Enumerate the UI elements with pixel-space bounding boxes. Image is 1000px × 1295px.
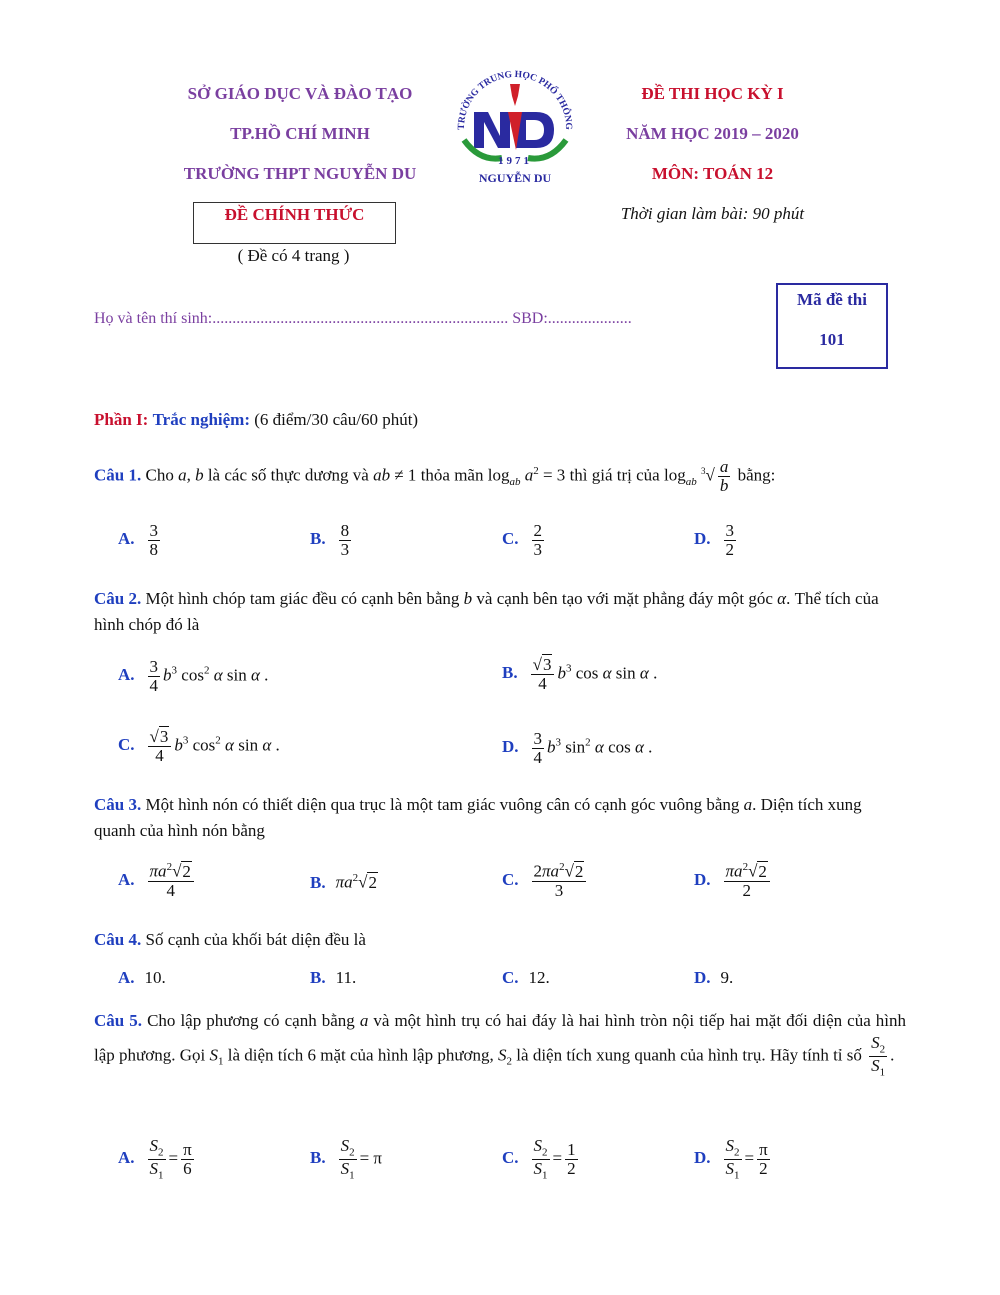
official-label: ĐỀ CHÍNH THỨC: [224, 205, 365, 224]
q5-option-d[interactable]: D. $\frac{S_2}{S_1}$ = $\frac{\pi}{2}$: [694, 1136, 768, 1182]
q5-option-c[interactable]: C. $\frac{S_2}{S_1}$ = $\frac{1}{2}$: [502, 1136, 576, 1182]
question-label: Câu 5.: [94, 1011, 143, 1030]
sbd-label: SBD:.....................: [512, 310, 632, 327]
question-text: mặt của hình lập phương,: [320, 1045, 494, 1065]
department-name: SỞ GIÁO DỤC VÀ ĐÀO TẠO: [187, 84, 413, 103]
student-name-label: Họ và tên thí sinh:..........................................................................: [94, 310, 509, 327]
q4-option-d[interactable]: D. 9.: [694, 968, 734, 987]
time-limit: Thời gian làm bài: 90 phút: [620, 204, 805, 223]
question-4: [94, 927, 906, 953]
q3-option-c[interactable]: C. $\frac{2\pi a^2√2}{3}$: [502, 862, 589, 899]
question-text: 6: [307, 1045, 317, 1065]
logo-arc-text: TRƯỜNG TRUNG HỌC PHỔ THÔNG: [456, 70, 574, 130]
student-name-field: [94, 310, 632, 328]
section-desc: (6 điểm/30 câu/60 phút): [254, 410, 419, 429]
q1-option-d[interactable]: D. $\frac{3}{2}$: [694, 521, 735, 559]
school-year: NĂM HỌC 2019 – 2020: [626, 124, 799, 143]
question-text: và một hình trụ có hai đáy là hai hình tròn nội tiếp hai mặt đối diện của hình lập phương. Gọi: [94, 1011, 907, 1065]
exam-code-box: [776, 283, 888, 369]
question-text: . Thể tích của hình chóp đó là: [94, 589, 879, 634]
q4-option-c[interactable]: C. 12.: [502, 968, 550, 987]
subject: MÔN: TOÁN 12: [651, 164, 774, 183]
question-label: Câu 3.: [94, 795, 142, 814]
question-text: Một hình nón có thiết diện qua trục là một tam giác vuông cân có cạnh góc vuông bằng: [145, 795, 740, 814]
question-text: là diện tích: [227, 1045, 304, 1065]
city-name: TP.HỒ CHÍ MINH: [230, 124, 370, 143]
question-text: là diện tích xung quanh của hình trụ. Hãy tính tỉ số: [516, 1045, 862, 1065]
question-3: Câu 3. Một hình nón có thiết diện qua trục là một tam giác vuông cân có cạnh góc vuông bằng a. Diện tích xung quanh của hình nón bằng: [94, 795, 862, 840]
q4-option-b[interactable]: B. 11.: [310, 968, 357, 987]
question-5: Câu 5. Cho lập phương có cạnh bằng a và một hình trụ có hai đáy là hai hình tròn nội tiếp hai mặt đối diện của hình lập phương. Gọi $S_1$ là diện tích 6 mặt của hình lập phương, $S_2$ là diện tích xung quanh của hình trụ. Hãy tính tỉ số $\frac{S_2}{S_1}$ .: [94, 1011, 907, 1079]
q3-option-d[interactable]: D. $\frac{\pi a^2√2}{2}$: [694, 862, 773, 899]
exam-code-value: 101: [819, 330, 845, 349]
exam-code-label: Mã đề thi: [797, 290, 867, 309]
q1-option-c[interactable]: C. $\frac{2}{3}$: [502, 521, 543, 559]
logo-year: 1971: [498, 155, 532, 167]
option-value: 12.: [528, 968, 550, 987]
section-heading: [94, 410, 418, 430]
question-text: bằng:: [737, 465, 776, 485]
question-label: Câu 2.: [94, 589, 142, 608]
logo-name: NGUYỄN DU: [478, 171, 552, 185]
school-name: TRƯỜNG THPT NGUYỄN DU: [183, 164, 417, 183]
question-label: Câu 1.: [94, 465, 142, 485]
q3-option-b[interactable]: B. $\pi a^2√2$: [310, 872, 377, 892]
q1-option-b[interactable]: B. $\frac{8}{3}$: [310, 521, 350, 559]
q1-option-a[interactable]: A. $\frac{3}{8}$: [118, 521, 159, 559]
question-text: Một hình chóp tam giác đều có cạnh bên bằng: [145, 589, 460, 608]
question-label: Câu 4.: [94, 930, 142, 949]
question-text: thì giá trị của: [569, 465, 660, 485]
question-text: là các số thực dương và: [207, 465, 369, 485]
option-value: 9.: [720, 968, 734, 987]
option-value: 10.: [144, 968, 166, 987]
option-value: 11.: [335, 968, 357, 987]
question-text: . Diện tích xung quanh của hình nón bằng: [94, 795, 862, 840]
school-logo: [450, 70, 580, 190]
question-text: thỏa mãn: [420, 465, 484, 485]
question-text: Cho: [145, 465, 174, 485]
q5-option-a[interactable]: A. $\frac{S_2}{S_1}$ = $\frac{\pi}{6}$: [118, 1136, 192, 1182]
q2-option-c[interactable]: C. $\frac{√3}{4}$ $b^3$ $\cos^2 \alpha$ sin α .: [118, 727, 280, 765]
q2-option-d[interactable]: D. $\frac{3}{4}$ $b^3$ $\sin^2 \alpha$ cos α .: [502, 729, 653, 767]
question-2: Câu 2. Một hình chóp tam giác đều có cạnh bên bằng b và cạnh bên tạo với mặt phẳng đáy một góc α. Thể tích của hình chóp đó là: [94, 589, 879, 634]
page-count: ( Đề có 4 trang ): [237, 246, 350, 265]
exam-title: ĐỀ THI HỌC KỲ I: [641, 84, 784, 103]
question-text: Số cạnh của khối bát diện đều là: [145, 930, 366, 949]
section-part: Phần I:: [94, 410, 149, 429]
question-text: Cho lập phương có cạnh bằng: [147, 1011, 355, 1030]
section-title: Trắc nghiệm:: [152, 410, 250, 429]
q5-option-b[interactable]: B. $\frac{S_2}{S_1}$ = π: [310, 1136, 383, 1182]
question-1: Câu 1. Cho a, b là các số thực dương và ab ≠ 1 thỏa mãn $\log_{ab} a^2 = 3$ thì giá trị của $\log_{ab} ^3√$ $\frac{a}{b}$ bằng:: [94, 457, 776, 496]
official-box: [193, 202, 396, 244]
question-text: và cạnh bên tạo với mặt phẳng đáy một góc: [476, 589, 773, 608]
q3-option-a[interactable]: A. $\frac{\pi a^2√2}{4}$: [118, 862, 197, 899]
q2-option-b[interactable]: B. $\frac{√3}{4}$ $b^3$ cos α sin α .: [502, 655, 658, 693]
q4-option-a[interactable]: A. 10.: [118, 968, 166, 987]
q2-option-a[interactable]: A. $\frac{3}{4}$ $b^3$ $\cos^2 \alpha$ sin α .: [118, 657, 269, 695]
